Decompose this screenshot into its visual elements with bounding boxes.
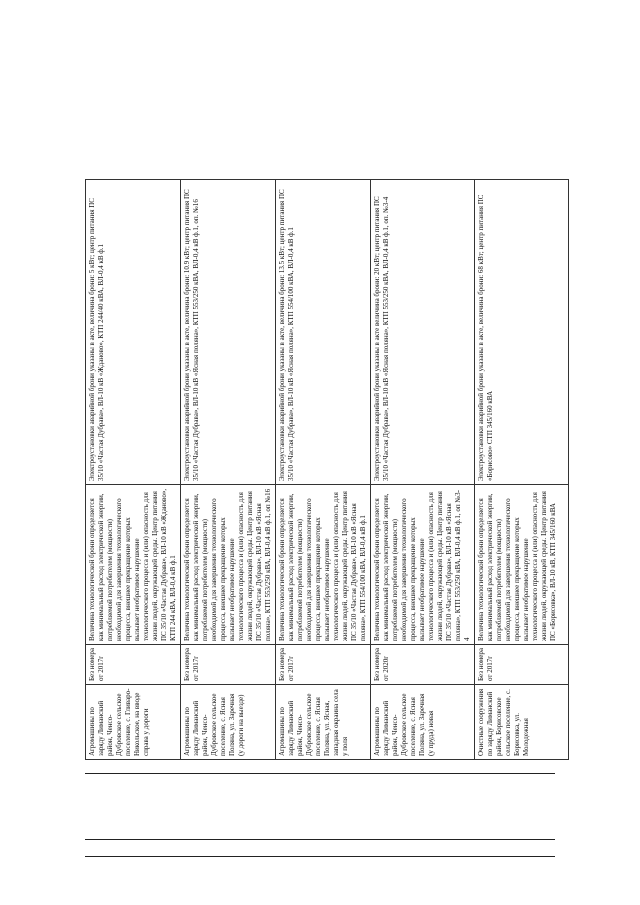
reserve-value-cell: Величина технологической брони определяется как минимальный расход электрической энергии, потребляемой потребителем (мощности) необходимой для завершения технологического процесса, внешнее прекращение которых вызывает необратимое нарушение технологического процесса и (или) опасность для жизни людей, окружающей среды. Центр питания ПС «Борисовка», ВЛ-10 кВ, КТП 345/160 кВА [475,485,569,645]
act-date-cell: Без номера от 2017г [181,645,276,685]
act-date-cell: Без номера от 2017г [475,645,569,685]
object-cell: Агромашины по заряду Лиманский район, Ченсо-Дубровское сельское поселение, с. Ясная Поляна, ул. Заречная (у дороги на выезде) [181,685,276,760]
emergency-note-cell: Электроустановки аварийной брони указаны в акте, величина брони: 68 кВт; центр питания ПС «Борисово» СТП 345/160 кВА [475,180,569,485]
rotated-table-wrapper [85,180,555,760]
table-row [276,180,371,760]
reserve-value-cell: Величина технологической брони определяется как минимальный расход электрической энергии, потребляемой потребителем (мощности) необходимой для завершения технологического процесса, внешнее прекращение которых вызывает необратимое нарушение технологического процесса и (или) опасность для жизни людей, окружающей среды. Центр питания ПС 35/10 «Частая Дубрава», ВЛ-10 кВ «Ясная поляна», КТП 553/250 кВА, ВЛ-0,4 кВ ф.1, оп №16 [181,485,276,645]
object-cell: Очистные сооружения по заряду Лиманский район, Борисовское сельское поселение, с. Борисовка, ул. Молодежная [475,685,569,760]
table-row [86,180,181,760]
emergency-note-cell: Электроустановки аварийной брони указаны в акте величина брони: 20 кВт; центр питания ПС 35/10 «Частая Дубрава», ВЛ-10 кВ «Ясная поляна», КТП 553/250 кВА, ВЛ-0,4 кВ ф.1, оп. №3-4 [371,180,475,485]
object-cell: Агромашины по заряду Лиманский район, Ченсо-Дубровское сельское поселение, с. Гливаро-Никольское, на вводе справа у дороги [86,685,181,760]
act-date-cell: Без номера от 2020г [371,645,475,685]
emergency-note-cell: Электроустановки аварийной брони указаны в акте, величина брони: 5 кВт; центр питания ПС 35/10 «Частая Дубрава», ВЛ-10 кВ «Жданово», КТП 244/40 кВА, ВЛ-0,4 кВ ф.1 [86,180,181,485]
footer-rule-middle [85,839,555,840]
footer-rule-bottom [85,856,555,857]
object-cell: Агромашины по заряду Лиманский район, Ченсо-Дубровское сельское поселение, с. Ясная Поляна, ул. Заречная (у пруда) новая [371,685,475,760]
reserve-value-cell: Величина технологической брони определяется как минимальный расход электрической энергии, потребляемой потребителем (мощности) необходимой для завершения технологического процесса, внешнее прекращение которых вызывает необратимое нарушение технологического процесса и (или) опасность для жизни людей, окружающей среды. Центр питания ПС 35/10 «Частая Дубрава», ВЛ-10 кВ «Ясная поляна», КТП 553/250 кВА, ВЛ-0,4 кВ ф.1, оп №3-4 [371,485,475,645]
act-date-cell: Без номера от 2017г [86,645,181,685]
reserve-value-cell: Величина технологической брони определяется как минимальный расход электрической энергии, потребляемой потребителем (мощности) необходимой для завершения технологического процесса, внешнее прекращение которых вызывает необратимое нарушение технологического процесса и (или) опасность для жизни людей, окружающей среды. Центр питания ПС 35/10 «Частая Дубрава», ВЛ-10 кВ «Ясная поляна», КТП 554/100 кВА, ВЛ-0,4 кВ ф.1 [276,485,371,645]
reserve-value-cell: Величина технологической брони определяется как минимальный расход электрической энергии, потребляемой потребителем (мощности) необходимой для завершения технологического процесса, внешнее прекращение которых вызывает необратимое нарушение технологического процесса и (или) опасность для жизни людей, окружающей среды. Центр питания ПС 35/10 «Частая Дубрава», ВЛ-10 кВ «Жданово», КТП 244 кВА, ВЛ-0,4 кВ ф.1 [86,485,181,645]
emergency-note-cell: Электроустановки аварийной брони указаны в акте, величина брони: 10.9 кВт; центр питания ПС 35/10 «Частая Дубрава», ВЛ-10 кВ «Ясная поляна», КТП 553/250 кВА, ВЛ-0,4 кВ ф.1, оп. №16 [181,180,276,485]
table-row [371,180,475,760]
table-row [181,180,276,760]
footer-rule-top [85,773,555,774]
rotated-page-area [85,180,555,760]
object-cell: Агромашины по заряду Лиманский район, Ченсо-Дубровское сельское поселение, с. Ясная Поляна, ул. Ясная, западная окраина села у поля [276,685,371,760]
reserve-table [85,179,569,760]
table-row [475,180,569,760]
emergency-note-cell: Электроустановки аварийной брони указаны в акте, величина брони: 13.5 кВт; центр питания ПС 35/10 «Частая Дубрава», ВЛ-10 кВ «Ясная поляна», КТП 554/100 кВА, ВЛ-0,4 кВ ф.1 [276,180,371,485]
act-date-cell: Без номера от 2017г [276,645,371,685]
